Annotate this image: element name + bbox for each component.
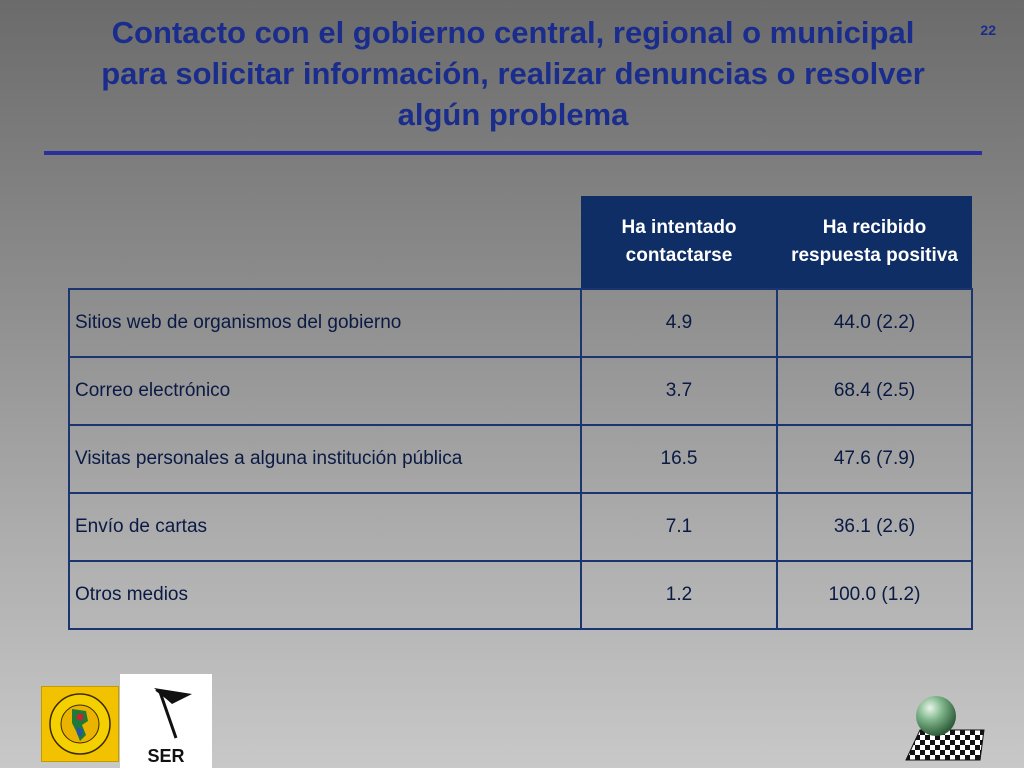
table-row <box>69 357 972 425</box>
title-divider <box>44 151 982 155</box>
cell-positive: 68.4 (2.5) <box>777 357 972 425</box>
cell-positive: 36.1 (2.6) <box>777 493 972 561</box>
slide-title: Contacto con el gobierno central, regional o municipal para solicitar información, realizar denuncias o resolver algún problema <box>101 15 925 132</box>
row-label: Correo electrónico <box>69 357 581 425</box>
column-header-tried: Ha intentado contactarse <box>581 196 777 289</box>
cell-positive: 44.0 (2.2) <box>777 289 972 357</box>
chess-sphere-logo <box>900 690 990 762</box>
cell-tried: 4.9 <box>581 289 777 357</box>
slide-number: 22 <box>980 22 996 38</box>
table-row <box>69 493 972 561</box>
cell-tried: 3.7 <box>581 357 777 425</box>
row-label: Visitas personales a alguna institución pública <box>69 425 581 493</box>
cell-positive: 47.6 (7.9) <box>777 425 972 493</box>
table-row <box>69 425 972 493</box>
cell-tried: 1.2 <box>581 561 777 629</box>
table-row <box>69 289 972 357</box>
data-table <box>68 196 973 630</box>
row-label: Otros medios <box>69 561 581 629</box>
table-row <box>69 561 972 629</box>
row-label: Sitios web de organismos del gobierno <box>69 289 581 357</box>
table-header-row <box>69 196 972 289</box>
row-label: Envío de cartas <box>69 493 581 561</box>
cell-positive: 100.0 (1.2) <box>777 561 972 629</box>
ser-logo <box>120 674 212 768</box>
cell-tried: 16.5 <box>581 425 777 493</box>
table-header-empty <box>69 196 581 289</box>
cell-tried: 7.1 <box>581 493 777 561</box>
red-interamericana-logo <box>41 686 119 762</box>
ser-logo-text: SER <box>147 746 185 766</box>
column-header-positive: Ha recibido respuesta positiva <box>777 196 972 289</box>
